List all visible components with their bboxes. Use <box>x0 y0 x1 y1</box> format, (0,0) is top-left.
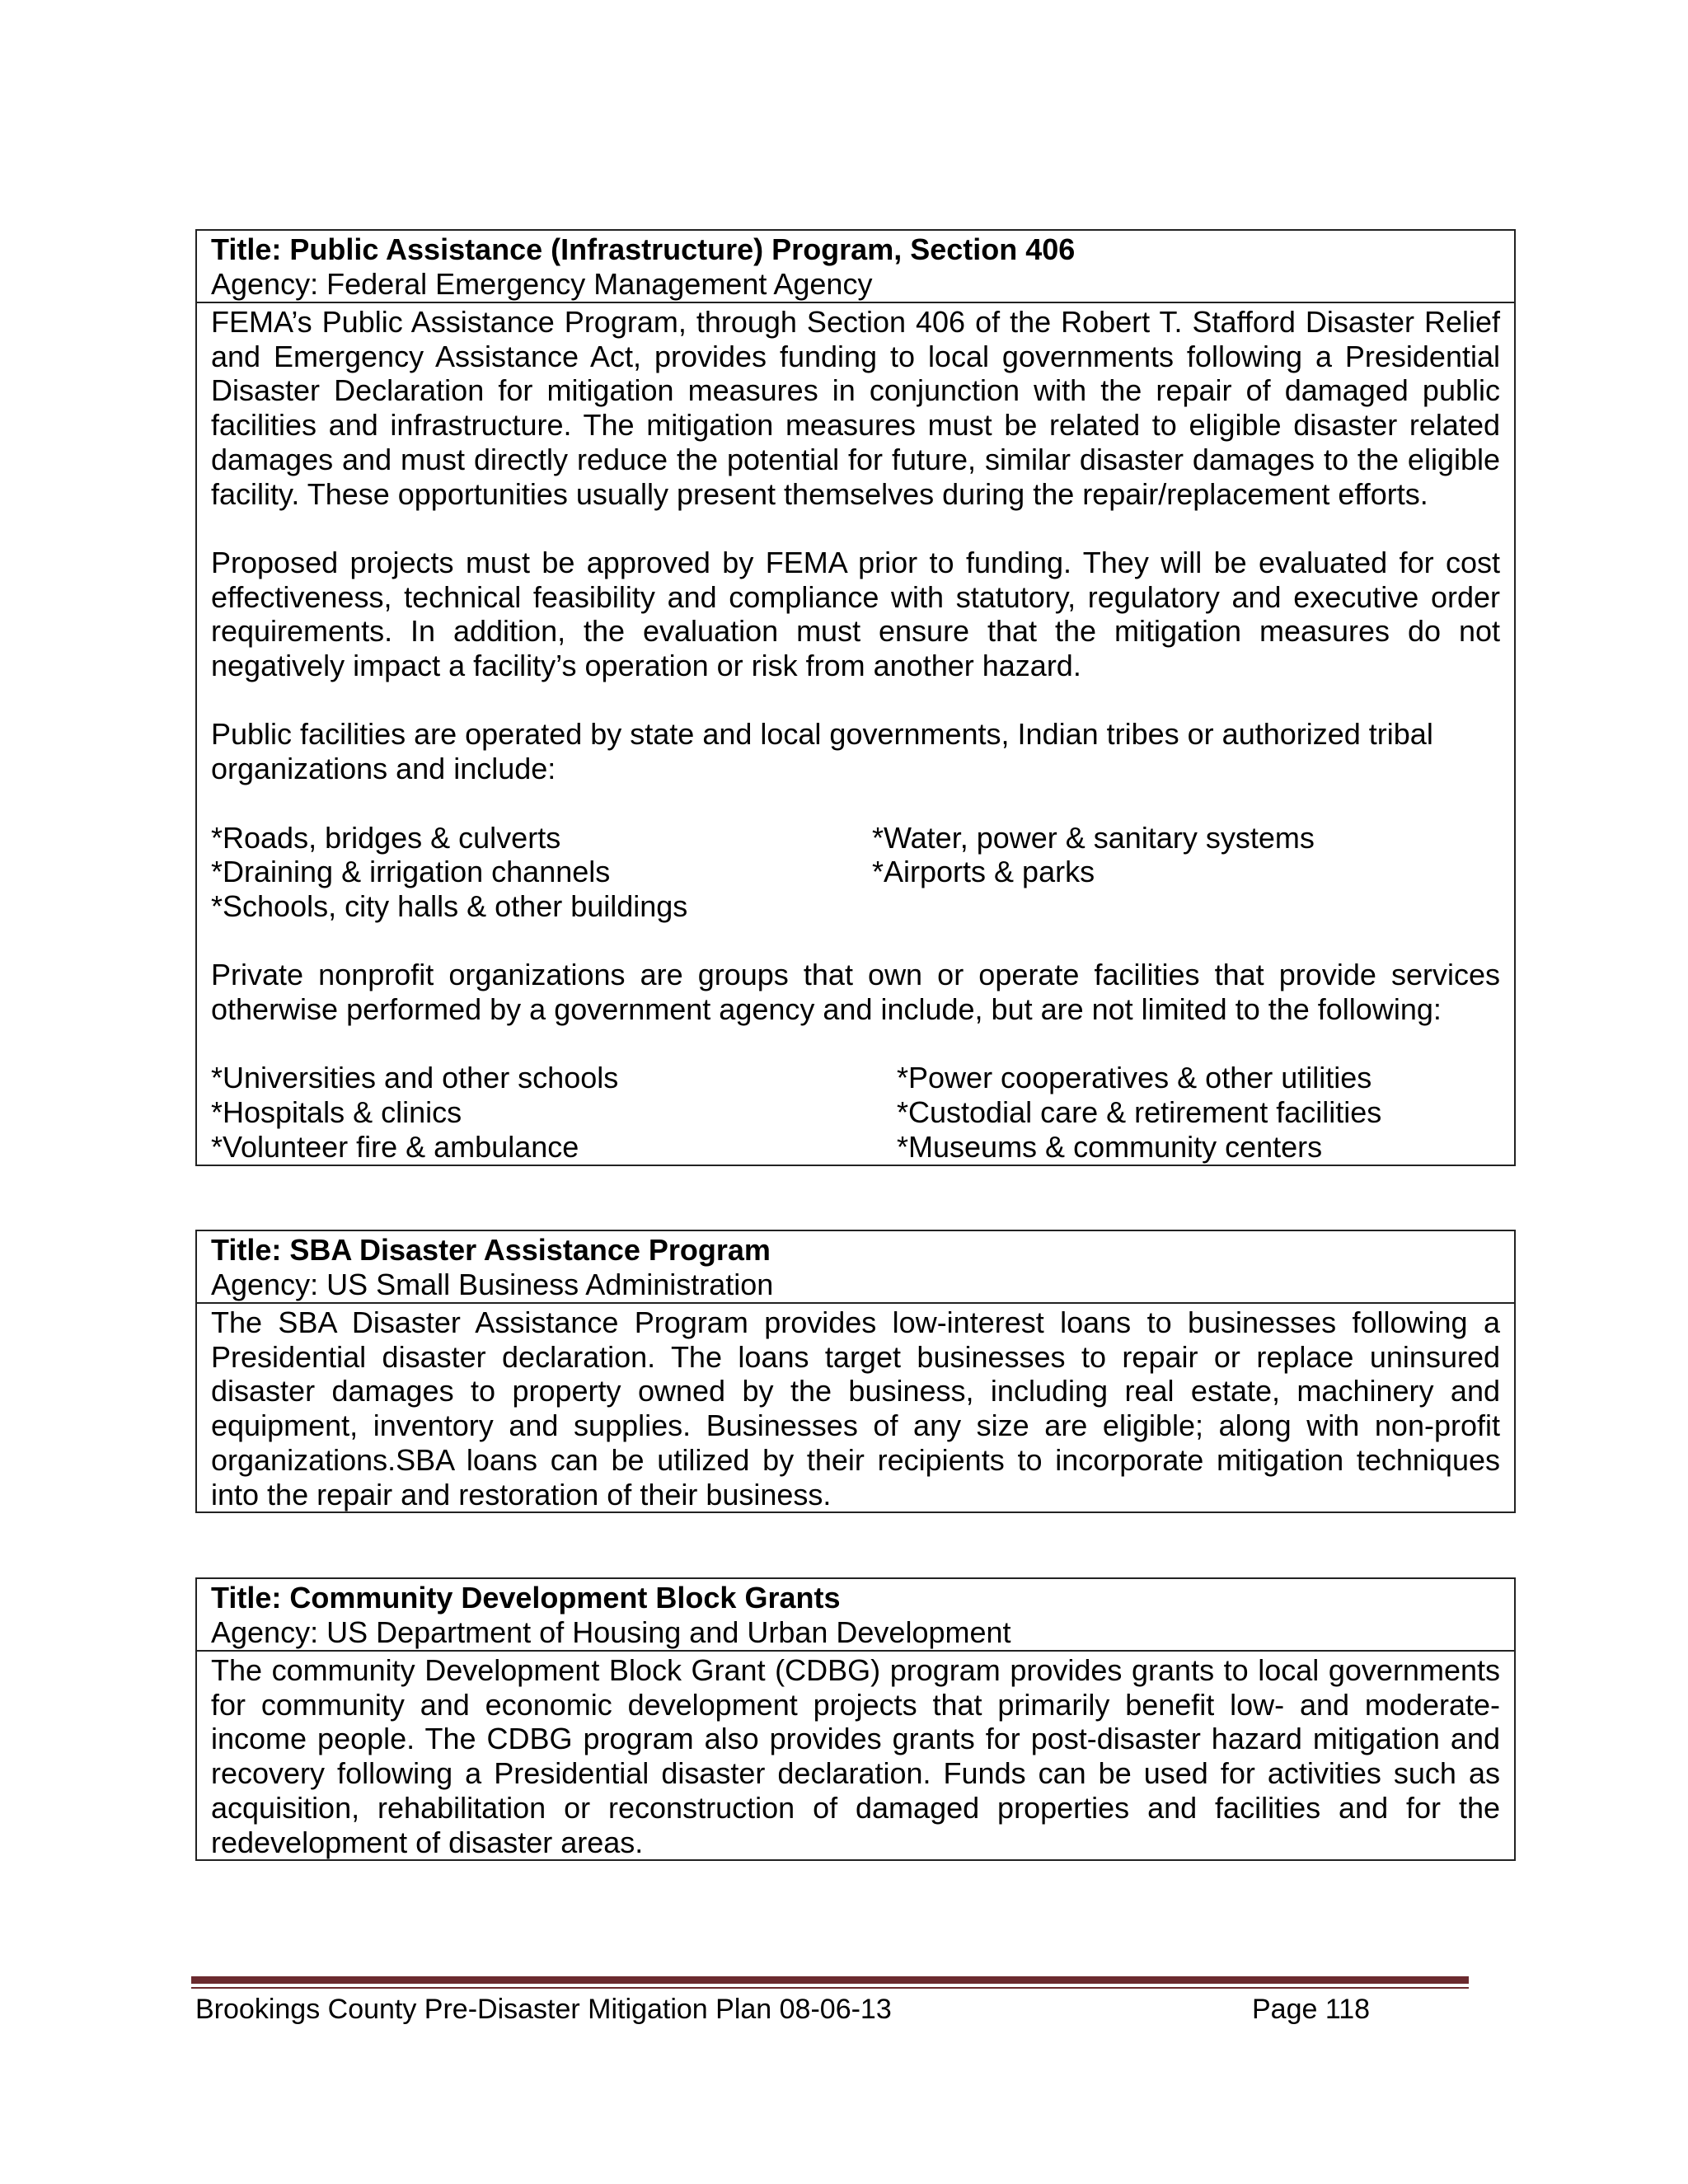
paragraph: Public facilities are operated by state and local governments, Indian tribes or authorized tribal organizations and include: <box>211 717 1433 786</box>
list-item: *Hospitals & clinics <box>211 1095 462 1130</box>
paragraph: The SBA Disaster Assistance Program provides low-interest loans to businesses following a Presidential disaster declaration. The loans target businesses to repair or replace uninsured disaster damages to property owned by the business, including real estate, machinery and equipment, inventory and supplies. Businesses of any size are eligible; along with non-profit organizations.SBA loans can be utilized by their recipients to incorporate mitigation techniques into the repair and restoration of their business. <box>211 1305 1500 1511</box>
footer-rule-thin <box>191 1987 1469 1989</box>
list-item: *Water, power & sanitary systems <box>872 820 1315 855</box>
list-item: *Airports & parks <box>872 855 1095 889</box>
paragraph: Private nonprofit organizations are groups that own or operate facilities that provide services otherwise performed by a government agency and include, but are not limited to the following: <box>211 958 1500 1026</box>
list-item: *Museums & community centers <box>897 1129 1323 1164</box>
footer-rule <box>191 1976 1469 1984</box>
program-description <box>197 1304 1514 1511</box>
program-title: Title: SBA Disaster Assistance Program <box>211 1233 771 1267</box>
program-agency: Agency: US Small Business Administration <box>211 1268 774 1301</box>
program-title: Title: Community Development Block Grants <box>211 1581 841 1615</box>
program-box-sba <box>195 1230 1516 1513</box>
list-item <box>872 889 1500 924</box>
program-header <box>197 1231 1514 1304</box>
private-facilities-list <box>211 1061 1500 1164</box>
program-box-cdbg <box>195 1577 1516 1861</box>
list-item: *Volunteer fire & ambulance <box>211 1129 579 1164</box>
footer-page-number: Page 118 <box>1252 1994 1371 2025</box>
list-item: *Roads, bridges & culverts <box>211 820 561 855</box>
footer-document-title: Brookings County Pre-Disaster Mitigation Plan 08-06-13 <box>195 1994 892 2025</box>
program-agency: Agency: Federal Emergency Management Agency <box>211 267 873 301</box>
list-item: *Universities and other schools <box>211 1061 619 1095</box>
list-item: *Power cooperatives & other utilities <box>897 1061 1372 1095</box>
program-description <box>197 1652 1514 1859</box>
paragraph: The community Development Block Grant (CDBG) program provides grants to local governments for community and economic development projects that primarily benefit low- and moderate-income people. The CDBG program also provides grants for post-disaster hazard mitigation and recovery following a Presidential disaster declaration. Funds can be used for activities such as acquisition, rehabilitation or reconstruction of damaged properties and facilities and for the redevelopment of disaster areas. <box>211 1653 1500 1859</box>
program-box-public-assistance <box>195 229 1516 1166</box>
program-header <box>197 231 1514 303</box>
paragraph: FEMA’s Public Assistance Program, through Section 406 of the Robert T. Stafford Disaster Relief and Emergency Assistance Act, provides funding to local governments following a Presidential Disaster Declaration for mitigation measures in conjunction with the repair of damaged public facilities and infrastructure. The mitigation measures must be related to eligible disaster related damages and must directly reduce the potential for future, similar disaster damages to the eligible facility. These opportunities usually present themselves during the repair/replacement efforts. <box>211 305 1500 511</box>
program-agency: Agency: US Department of Housing and Urban Development <box>211 1615 1011 1649</box>
program-title: Title: Public Assistance (Infrastructure) Program, Section 406 <box>211 232 1076 266</box>
public-facilities-list <box>211 821 1500 924</box>
list-item: *Draining & irrigation channels <box>211 855 611 889</box>
program-description <box>197 303 1514 1165</box>
list-item: *Schools, city halls & other buildings <box>211 888 688 923</box>
list-item: *Custodial care & retirement facilities <box>897 1095 1382 1130</box>
paragraph: Proposed projects must be approved by FEMA prior to funding. They will be evaluated for cost effectiveness, technical feasibility and compliance with statutory, regulatory and executive order requirements. In addition, the evaluation must ensure that the mitigation measures do not negatively impact a facility’s operation or risk from another hazard. <box>211 545 1500 683</box>
program-header <box>197 1579 1514 1652</box>
